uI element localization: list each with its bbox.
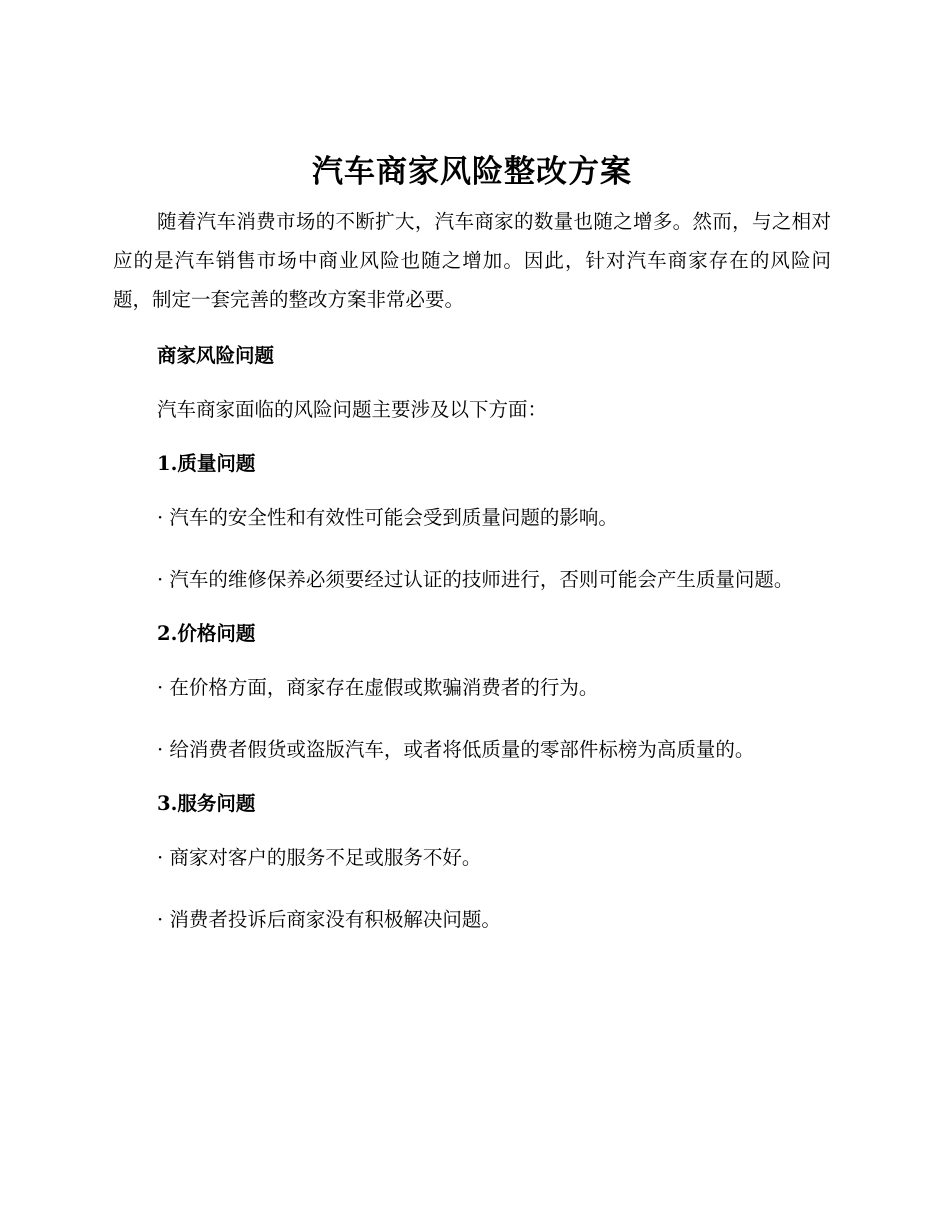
document-page xyxy=(113,150,831,939)
section-intro-paragraph: 汽车商家面临的风险问题主要涉及以下方面： xyxy=(157,398,548,421)
heading-quality: 1.质量问题 xyxy=(157,452,256,475)
heading-service: 3.服务问题 xyxy=(157,792,256,815)
quality-item-1: · 汽车的安全性和有效性可能会受到质量问题的影响。 xyxy=(157,506,618,529)
service-item-1: · 商家对客户的服务不足或服务不好。 xyxy=(157,846,482,869)
price-item-2: · 给消费者假货或盗版汽车，或者将低质量的零部件标榜为高质量的。 xyxy=(157,738,755,761)
quality-item-2: · 汽车的维修保养必须要经过认证的技师进行，否则可能会产生质量问题。 xyxy=(157,568,794,591)
section-heading-risks: 商家风险问题 xyxy=(157,344,275,367)
price-item-1: · 在价格方面，商家存在虚假或欺骗消费者的行为。 xyxy=(157,676,599,699)
intro-paragraph: 随着汽车消费市场的不断扩大，汽车商家的数量也随之增多。然而，与之相对应的是汽车销售市场中商业风险也随之增加。因此，针对汽车商家存在的风险问题，制定一套完善的整改方案非常必要。 xyxy=(113,210,831,311)
heading-price: 2.价格问题 xyxy=(157,622,256,645)
document-title: 汽车商家风险整改方案 xyxy=(312,154,632,190)
service-item-2: · 消费者投诉后商家没有积极解决问题。 xyxy=(157,908,501,931)
